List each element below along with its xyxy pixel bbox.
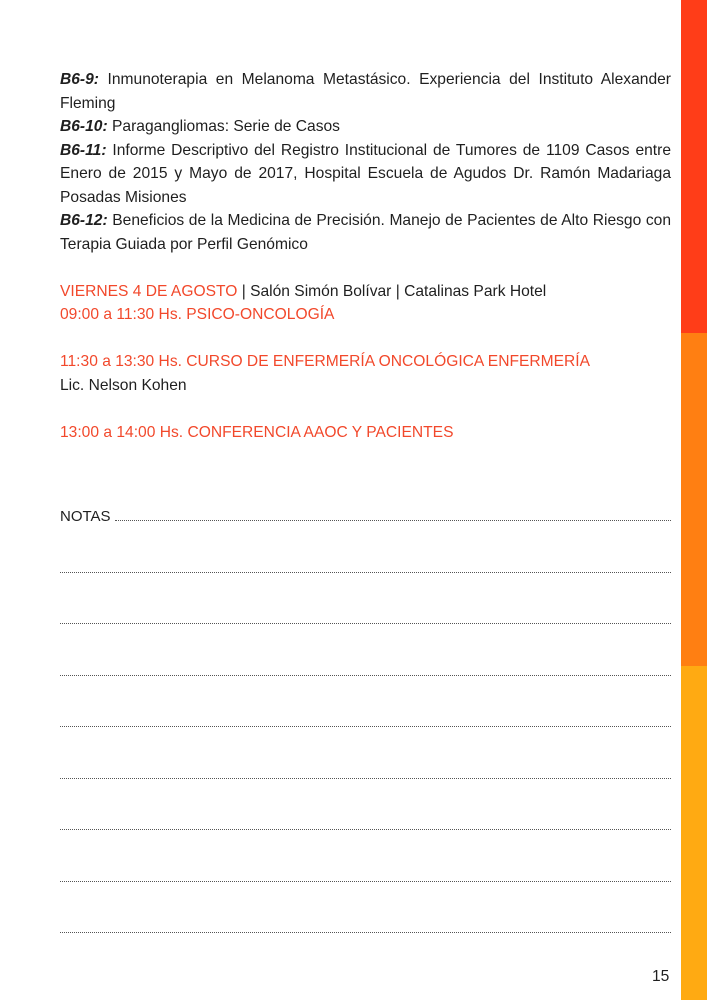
entry-b6-11: B6-11: Informe Descriptivo del Registro Institucional de Tumores de 1109 Casos entre Enero de 2015 y Mayo de 2017, Hospital Escuela de Agudos Dr. Ramón Madariaga Posadas Misiones bbox=[60, 141, 671, 206]
session-speaker: Lic. Nelson Kohen bbox=[60, 376, 187, 394]
notes-dotted-line bbox=[60, 623, 671, 624]
page-number: 15 bbox=[652, 968, 670, 985]
side-bar-middle-segment bbox=[681, 333, 707, 666]
session-psico-oncologia: 09:00 a 11:30 Hs. PSICO-ONCOLOGÍA bbox=[60, 306, 335, 323]
notes-dotted-line bbox=[60, 881, 671, 882]
notes-dotted-line bbox=[60, 829, 671, 830]
notes-label: NOTAS bbox=[60, 508, 111, 525]
day-header bbox=[60, 280, 671, 304]
notes-dotted-line bbox=[60, 675, 671, 676]
entry-b6-9: B6-9: Inmunoterapia en Melanoma Metastásico. Experiencia del Instituto Alexander Fleming bbox=[60, 71, 671, 112]
notes-dotted-line bbox=[60, 726, 671, 727]
day-venue: | Salón Simón Bolívar | Catalinas Park Hotel bbox=[237, 282, 547, 300]
notes-dotted-line bbox=[60, 778, 671, 779]
entry-b6-10: B6-10: Paragangliomas: Serie de Casos bbox=[60, 118, 340, 135]
notes-dotted-line bbox=[115, 520, 671, 521]
session-enfermeria: 11:30 a 13:30 Hs. CURSO DE ENFERMERÍA ONCOLÓGICA ENFERMERÍA bbox=[60, 353, 591, 370]
day-date: VIERNES 4 DE AGOSTO bbox=[60, 282, 238, 300]
notes-dotted-line bbox=[60, 932, 671, 933]
notes-section bbox=[60, 505, 671, 525]
entry-b6-12: B6-12: Beneficios de la Medicina de Precisión. Manejo de Pacientes de Alto Riesgo con Terapia Guiada por Perfil Genómico bbox=[60, 212, 671, 253]
notes-dotted-line bbox=[60, 572, 671, 573]
program-content bbox=[60, 68, 671, 444]
side-bar-bottom-segment bbox=[681, 666, 707, 1000]
session-conferencia: 13:00 a 14:00 Hs. CONFERENCIA AAOC Y PACIENTES bbox=[60, 423, 454, 441]
notes-first-line bbox=[60, 505, 671, 525]
side-color-bar bbox=[681, 0, 707, 1000]
side-bar-top-segment bbox=[681, 0, 707, 333]
